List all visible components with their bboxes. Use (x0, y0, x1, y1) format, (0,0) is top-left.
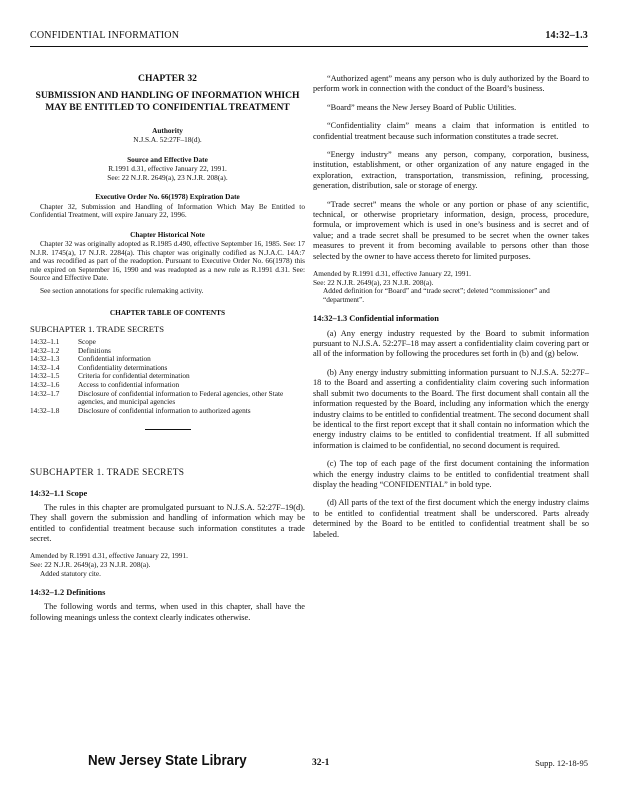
toc-entry-title: Criteria for confidential determination (78, 371, 190, 381)
toc-entry[interactable] (30, 407, 305, 416)
page-footer (30, 753, 588, 775)
toc-entry-title: Access to confidential information (78, 379, 180, 389)
source-text-1: R.1991 d.31, effective January 22, 1991. (108, 164, 227, 174)
header-title: CONFIDENTIAL INFORMATION (30, 30, 180, 41)
running-header (30, 30, 588, 44)
header-rule (30, 46, 588, 47)
header-section-number: 14:32–1.3 (545, 30, 588, 41)
toc-entry-number: 14:32–1.2 (30, 345, 60, 355)
section-1-1-amend-1: Amended by R.1991 d.31, effective January 22, 1991. (30, 551, 188, 561)
toc-entry-number: 14:32–1.4 (30, 362, 60, 372)
section-1-1-heading: 14:32–1.1 Scope (30, 488, 88, 498)
exec-order-text: Chapter 32, Submission and Handling of Information Which May Be Entitled to Confidential Treatment, will expire January 22, 1996. (30, 201, 305, 220)
source-heading: Source and Effective Date (127, 155, 208, 164)
authority-heading: Authority (152, 126, 183, 136)
toc-entry-number: 14:32–1.6 (30, 379, 60, 389)
toc-entry-number: 14:32–1.8 (30, 405, 60, 415)
toc-entry-number: 14:32–1.3 (30, 354, 60, 364)
toc-list (30, 338, 305, 415)
history-heading: Chapter Historical Note (130, 229, 205, 239)
toc-entry-number: 14:32–1.1 (30, 336, 60, 346)
section-1-2-text: The following words and terms, when used in this chapter, shall have the following meanings unless the context clearly indicates otherwise. (30, 602, 305, 622)
toc-entry-number: 14:32–1.5 (30, 371, 60, 381)
section-1-1-text: The rules in this chapter are promulgated pursuant to N.J.S.A. 52:27F–19(d). They shall govern the submission and handling of information which may be entitled to confidential treatment because such information constitutes a trade secret. (30, 502, 305, 543)
section-1-3-b: (b) Any energy industry submitting information pursuant to N.J.S.A. 52:27F–18 to the Board and asserting a confidentiality claim covering such information shall submit two documents to the Board. The first document shall contain all the information requested by the Board, including any information which the energy industry claims to be entitled to confidential treatment. The second document shall be identical to the first report except that it shall contain no information which the energy industry claims to be entitled to confidential treatment. If all submitted information is claimed to be confidential, no second document is required. (313, 367, 589, 450)
right-column (313, 74, 589, 540)
library-stamp: New Jersey State Library (88, 753, 247, 769)
section-1-1-amend-2: See: 22 N.J.R. 2649(a), 23 N.J.R. 208(a). (30, 559, 151, 569)
section-1-2-heading: 14:32–1.2 Definitions (30, 588, 106, 598)
definitions-amend-3: Added definition for “Board” and “trade secret”; deleted “commissioner” and “department”. (323, 286, 550, 304)
section-divider (145, 429, 191, 430)
toc-heading: CHAPTER TABLE OF CONTENTS (109, 307, 226, 317)
toc-entry-number: 14:32–1.7 (30, 388, 60, 398)
annotation-note: See section annotations for specific rulemaking activity. (40, 285, 204, 295)
toc-entry-title: Definitions (78, 345, 111, 355)
section-1-1-amend-3: Added statutory cite. (40, 568, 101, 578)
source-text-2: See: 22 N.J.R. 2649(a), 23 N.J.R. 208(a). (107, 172, 228, 182)
toc-entry-title: Disclosure of confidential information to Federal agencies, other State agencies, and municipal agencies (78, 388, 284, 407)
chapter-title: SUBMISSION AND HANDLING OF INFORMATION WHICH MAY BE ENTITLED TO CONFIDENTIAL TREATMENT (35, 90, 300, 114)
definitions-amend-2: See: 22 N.J.R. 2649(a), 23 N.J.R. 208(a). (313, 277, 434, 287)
section-1-3-heading: 14:32–1.3 Confidential information (313, 314, 439, 324)
chapter-number: CHAPTER 32 (138, 73, 197, 84)
toc-entry[interactable] (30, 347, 305, 356)
definition-confidentiality-claim: “Confidentiality claim” means a claim that information is entitled to confidential treatment because such information constitutes a trade secret. (313, 121, 589, 141)
toc-subchapter: SUBCHAPTER 1. TRADE SECRETS (30, 323, 165, 334)
definitions-amend-1: Amended by R.1991 d.31, effective January 22, 1991. (313, 269, 471, 279)
toc-entry[interactable] (30, 355, 305, 364)
toc-entry[interactable] (30, 390, 305, 407)
toc-entry-title: Confidential information (78, 354, 151, 364)
exec-order-heading: Executive Order No. 66(1978) Expiration Date (95, 192, 240, 202)
authority-text: N.J.S.A. 52:27F–18(d). (133, 135, 202, 145)
toc-entry-title: Scope (78, 336, 96, 346)
toc-entry-title: Confidentiality determinations (78, 362, 168, 372)
toc-entry-title: Disclosure of confidential information to authorized agents (78, 405, 251, 415)
supplement-date: Supp. 12-18-95 (535, 758, 588, 768)
left-column (30, 74, 305, 623)
definition-board: “Board” means the New Jersey Board of Public Utilities. (327, 102, 517, 112)
definition-trade-secret: “Trade secret” means the whole or any portion or phase of any scientific, technical, or otherwise proprietary information, design, process, procedure, formula, or improvement which is used in one’s business and is secret and of value; and a trade secret shall be presumed to be secret when the owner takes measures to prevent it from becoming available to persons other than those selected by the owner to have access thereto for limited purposes. (313, 199, 589, 261)
history-text: Chapter 32 was originally adopted as R.1985 d.490, effective September 16, 1985. See: 17 N.J.R. 1745(a), 17 N.J.R. 2284(a). This chapter was originally codified as N.J.A.C. 14A:7 and was recodified as part of the readoption. Pursuant to Executive Order No. 66(1978) this rule expired on September 16, 1990 and was readopted as a new rule as R.1991 d.31. See: Source and Effective Date. (30, 238, 305, 283)
toc-entry[interactable] (30, 338, 305, 347)
definition-authorized-agent: “Authorized agent” means any person who is duly authorized by the Board to perform work in connection with the conduct of the Board’s business. (313, 74, 589, 94)
page-number: 32-1 (312, 758, 330, 768)
section-1-3-c: (c) The top of each page of the first document containing the information which the energy industry claims to be entitled to confidential treatment shall display the heading “CONFIDENTIAL” in bold type. (313, 459, 589, 489)
subchapter-heading: SUBCHAPTER 1. TRADE SECRETS (30, 468, 185, 479)
section-1-3-d: (d) All parts of the text of the first document which the energy industry claims to be entitled to confidential treatment shall be underscored. Parts already determined by the Board to be entitled to confidential treatment shall be so labeled. (313, 498, 589, 539)
definition-energy-industry: “Energy industry” means any person, company, corporation, business, institution, establishment, or other organization of any nature engaged in the exploration, extraction, transportation, transmission, refining, processing, generation, distribution, sale or storage of energy. (313, 150, 589, 191)
section-1-3-a: (a) Any energy industry requested by the Board to submit information pursuant to N.J.S.A. 52:27F–18 may assert a confidentiality claim covering part or all of the information by following the procedures set forth in (b) and (g) below. (313, 328, 589, 359)
